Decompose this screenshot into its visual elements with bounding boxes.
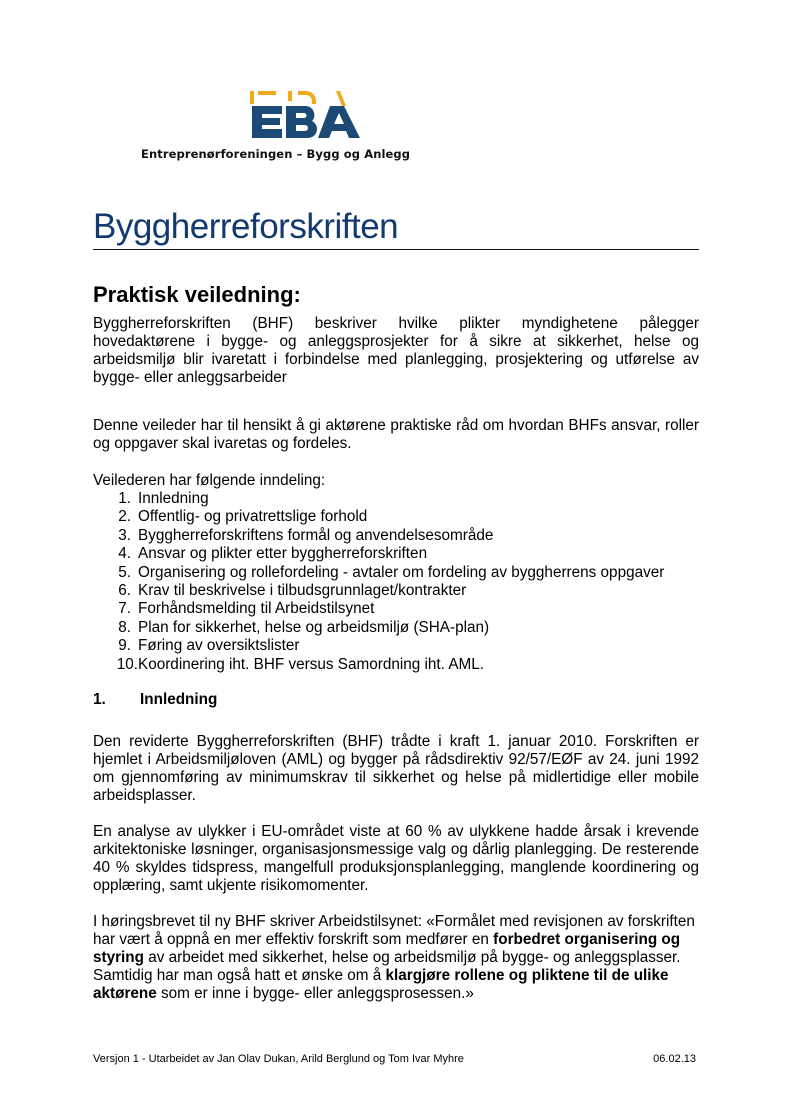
title-divider bbox=[93, 249, 699, 250]
eba-logo bbox=[248, 88, 372, 140]
document-subtitle: Praktisk veiledning: bbox=[93, 282, 301, 307]
toc-item: 1. Innledning bbox=[118, 490, 209, 507]
section1-paragraph-2: En analyse av ulykker i EU-området viste at 60 % av ulykkene hadde årsak i krevende arkitektoniske løsninger, organisasjonsmessige valg og dårlig planlegging. De resterende 40 % skyldes tidspress, mangelfull produksjonsplanlegging, manglende koordinering og opplæring, samt ukjente risikomomenter. bbox=[93, 823, 699, 894]
toc-item: 10. Koordinering iht. BHF versus Samordning iht. AML. bbox=[116, 655, 485, 673]
toc-item: 4. Ansvar og plikter etter byggherreforskriften bbox=[118, 545, 428, 563]
section1-paragraph-1: Den reviderte Byggherreforskriften (BHF) trådte i kraft 1. januar 2010. Forskriften er hjemlet i Arbeidsmiljøloven (AML) og bygger på rådsdirektiv 92/57/EØF av 24. juni 1992 om gjennomføring av minimumskrav til sikkerhet og helse på midlertidige eller mobile arbeidsplasser. bbox=[93, 733, 699, 804]
purpose-paragraph: Denne veileder har til hensikt å gi aktørene praktiske råd om hvordan BHFs ansvar, roller og oppgaver skal ivaretas og fordeles. bbox=[93, 417, 699, 452]
intro-paragraph: Byggherreforskriften (BHF) beskriver hvilke plikter myndighetene pålegger hovedaktørene i bygge- og anleggsprosjekter for å sikre at sikkerhet, helse og arbeidsmiljø blir ivaretatt i forbindelse med planlegging, prosjektering og utførelse av bygge- eller anleggsarbeider bbox=[93, 315, 699, 386]
footer-version: Versjon 1 - Utarbeidet av Jan Olav Dukan, Arild Berglund og Tom Ivar Myhre bbox=[93, 1053, 464, 1065]
emphasis-text: klargjøre rollene og pliktene til de ulike aktørene bbox=[93, 967, 669, 1002]
document-title: Byggherreforskriften bbox=[93, 207, 399, 246]
table-of-contents bbox=[93, 490, 664, 674]
toc-item: 3. Byggherreforskriftens formål og anvendelsesområde bbox=[118, 526, 494, 544]
toc-item: 5. Organisering og rollefordeling - avtaler om fordeling av byggherrens oppgaver bbox=[118, 563, 665, 581]
toc-item: 9. Føring av oversiktslister bbox=[118, 637, 300, 655]
section-heading: 1. Innledning bbox=[93, 691, 218, 708]
toc-item: 6. Krav til beskrivelse i tilbudsgrunnlaget/kontrakter bbox=[118, 582, 467, 600]
logo-subtitle: Entreprenørforeningen – Bygg og Anlegg bbox=[141, 147, 411, 161]
toc-item: 2. Offentlig- og privatrettslige forhold bbox=[118, 508, 368, 526]
section1-paragraph-3: I høringsbrevet til ny BHF skriver Arbeidstilsynet: «Formålet med revisjonen av forskriften har vært å oppnå en mer effektiv forskrift som medfører en forbedret organisering og styring av arbeidet med sikkerhet, helse og arbeidsmiljø på bygge- og anleggsplasser. Samtidig har man også hatt et ønske om å klargjøre rollene og pliktene til de ulike aktørene som er inne i bygge- eller anleggsprosessen.» bbox=[93, 913, 695, 1002]
footer-date: 06.02.13 bbox=[653, 1053, 696, 1065]
toc-intro: Veilederen har følgende inndeling: bbox=[93, 472, 326, 489]
toc-item: 7. Forhåndsmelding til Arbeidstilsynet bbox=[118, 600, 375, 618]
toc-item: 8. Plan for sikkerhet, helse og arbeidsmiljø (SHA-plan) bbox=[118, 618, 490, 636]
emphasis-text: forbedret organisering og styring bbox=[93, 931, 681, 966]
